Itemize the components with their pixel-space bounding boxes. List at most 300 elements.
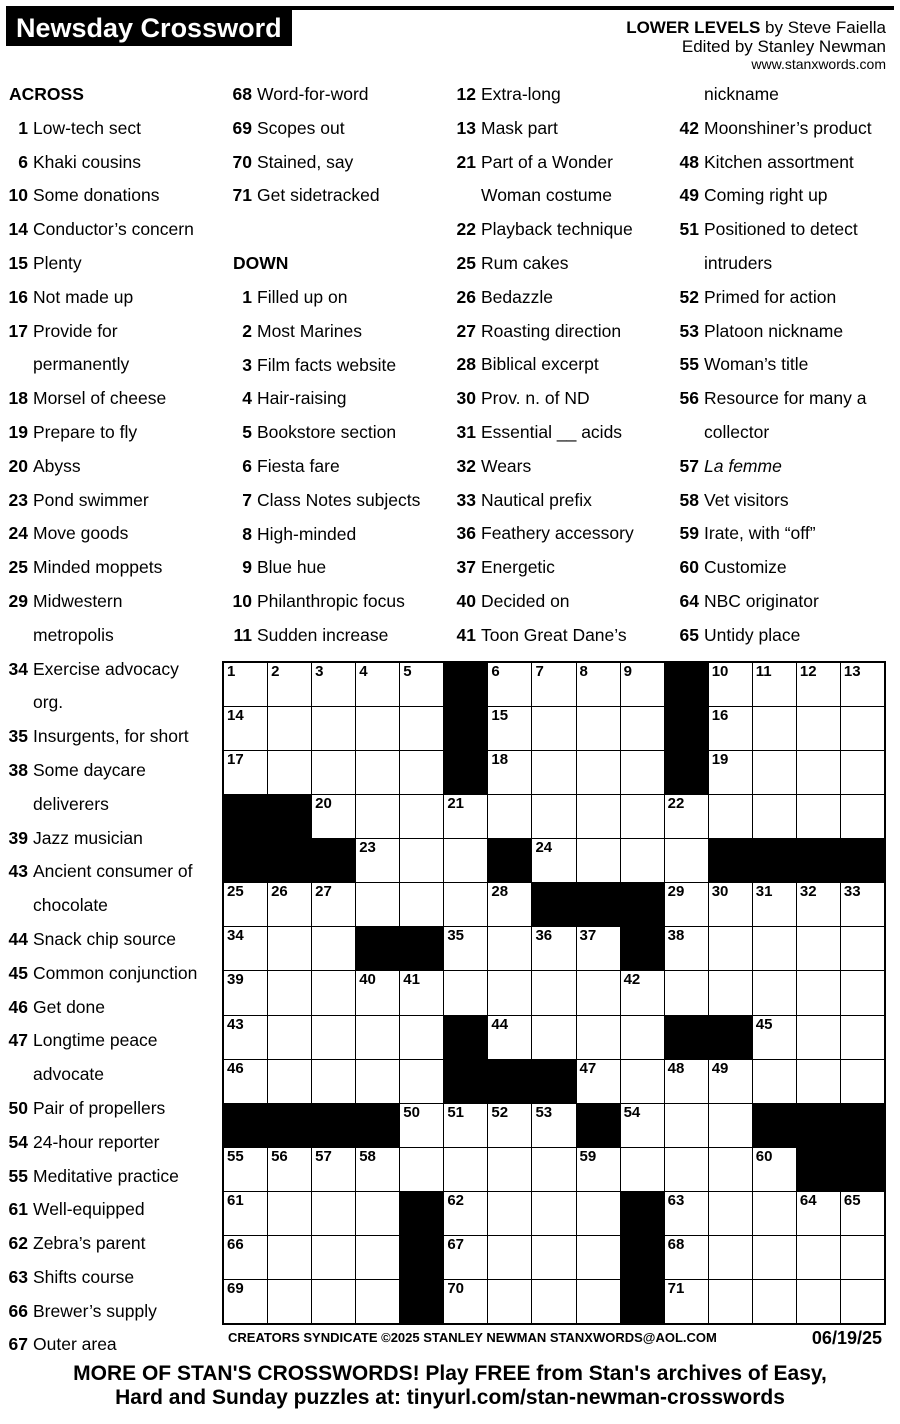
grid-cell[interactable] bbox=[400, 883, 443, 926]
grid-cell[interactable] bbox=[797, 663, 840, 706]
clue[interactable] bbox=[448, 112, 663, 146]
clue[interactable] bbox=[448, 551, 663, 585]
clue[interactable] bbox=[448, 585, 663, 619]
clue[interactable] bbox=[0, 889, 215, 923]
grid-cell[interactable] bbox=[356, 1060, 399, 1103]
clue[interactable] bbox=[224, 450, 439, 484]
grid-cell[interactable] bbox=[621, 1148, 664, 1191]
grid-cell[interactable] bbox=[224, 927, 267, 970]
clue[interactable] bbox=[448, 315, 663, 349]
grid-cell[interactable] bbox=[444, 1148, 487, 1191]
grid-cell[interactable] bbox=[709, 971, 752, 1014]
grid-cell[interactable] bbox=[709, 883, 752, 926]
clue[interactable] bbox=[0, 484, 215, 518]
grid-cell[interactable] bbox=[444, 927, 487, 970]
grid-cell[interactable] bbox=[356, 883, 399, 926]
grid-cell[interactable] bbox=[356, 751, 399, 794]
grid-cell[interactable] bbox=[356, 707, 399, 750]
grid-cell[interactable] bbox=[753, 795, 796, 838]
clue-text: Nautical prefix bbox=[481, 489, 592, 510]
clue[interactable] bbox=[224, 585, 439, 619]
black-square bbox=[224, 839, 267, 882]
grid-cell[interactable] bbox=[356, 663, 399, 706]
clue[interactable] bbox=[0, 1295, 215, 1329]
grid-cell[interactable] bbox=[709, 795, 752, 838]
grid-cell[interactable] bbox=[532, 1280, 575, 1323]
clue[interactable] bbox=[448, 247, 663, 281]
grid-cell[interactable] bbox=[312, 1148, 355, 1191]
author: by Steve Faiella bbox=[765, 18, 886, 37]
clue-text: Bedazzle bbox=[481, 286, 553, 307]
grid-cell[interactable] bbox=[753, 1016, 796, 1059]
clue[interactable] bbox=[448, 619, 663, 653]
clue[interactable] bbox=[0, 315, 215, 349]
clue[interactable] bbox=[0, 450, 215, 484]
clue[interactable] bbox=[0, 957, 215, 991]
grid-cell[interactable] bbox=[665, 1104, 708, 1147]
grid-cell[interactable] bbox=[665, 883, 708, 926]
clue[interactable] bbox=[224, 78, 439, 112]
grid-cell[interactable] bbox=[268, 927, 311, 970]
clue[interactable] bbox=[448, 517, 663, 551]
grid-cell[interactable] bbox=[444, 1104, 487, 1147]
cell-number: 35 bbox=[447, 927, 465, 945]
clue[interactable] bbox=[0, 653, 215, 687]
cell-number: 51 bbox=[447, 1103, 465, 1121]
grid-cell[interactable] bbox=[797, 1192, 840, 1235]
clue[interactable] bbox=[224, 551, 439, 585]
grid-cell[interactable] bbox=[621, 1104, 664, 1147]
grid-cell[interactable] bbox=[400, 1060, 443, 1103]
grid-cell[interactable] bbox=[356, 1192, 399, 1235]
grid-cell[interactable] bbox=[665, 927, 708, 970]
cell-number: 55 bbox=[227, 1147, 244, 1165]
clue[interactable] bbox=[224, 112, 439, 146]
clue-number: 45 bbox=[8, 962, 28, 983]
grid-cell[interactable] bbox=[841, 795, 884, 838]
grid-cell[interactable] bbox=[797, 1016, 840, 1059]
grid-cell[interactable] bbox=[577, 1016, 620, 1059]
grid-cell[interactable] bbox=[312, 971, 355, 1014]
grid-cell[interactable] bbox=[532, 751, 575, 794]
grid-cell[interactable] bbox=[488, 795, 531, 838]
grid-cell[interactable] bbox=[577, 1280, 620, 1323]
clue[interactable] bbox=[671, 179, 886, 213]
grid-cell[interactable] bbox=[488, 663, 531, 706]
clue[interactable] bbox=[671, 517, 886, 551]
clue[interactable] bbox=[0, 1328, 215, 1362]
clue[interactable] bbox=[224, 315, 439, 349]
cell-number: 9 bbox=[623, 663, 632, 680]
grid-cell[interactable] bbox=[532, 1192, 575, 1235]
grid-cell[interactable] bbox=[532, 707, 575, 750]
grid-cell[interactable] bbox=[488, 927, 531, 970]
grid-cell[interactable] bbox=[312, 1192, 355, 1235]
grid-cell[interactable] bbox=[753, 707, 796, 750]
grid-cell[interactable] bbox=[797, 1236, 840, 1279]
clue[interactable] bbox=[224, 146, 439, 180]
clue[interactable] bbox=[671, 348, 886, 382]
clue[interactable] bbox=[448, 484, 663, 518]
clue-text: Khaki cousins bbox=[33, 151, 141, 172]
clue[interactable] bbox=[0, 179, 215, 213]
grid-cell[interactable] bbox=[400, 971, 443, 1014]
clue[interactable] bbox=[0, 585, 215, 619]
clue-text: Some daycare bbox=[33, 759, 146, 780]
clue-text: Mask part bbox=[481, 117, 558, 138]
clue[interactable] bbox=[671, 484, 886, 518]
grid-cell[interactable] bbox=[400, 663, 443, 706]
clue-text: Scopes out bbox=[257, 117, 345, 138]
grid-cell[interactable] bbox=[621, 1060, 664, 1103]
grid-cell[interactable] bbox=[224, 1192, 267, 1235]
clue[interactable] bbox=[0, 1261, 215, 1295]
grid-cell[interactable] bbox=[709, 1236, 752, 1279]
cell-number: 26 bbox=[271, 883, 288, 901]
grid-cell[interactable] bbox=[709, 1104, 752, 1147]
clue[interactable] bbox=[224, 281, 439, 315]
clue[interactable] bbox=[224, 382, 439, 416]
grid-cell[interactable] bbox=[224, 1148, 267, 1191]
clue[interactable] bbox=[671, 315, 886, 349]
grid-cell[interactable] bbox=[268, 971, 311, 1014]
clue[interactable] bbox=[0, 247, 215, 281]
grid-cell[interactable] bbox=[400, 795, 443, 838]
clue[interactable] bbox=[448, 179, 663, 213]
grid-cell[interactable] bbox=[797, 795, 840, 838]
clue-number: 18 bbox=[8, 388, 28, 409]
grid-cell[interactable] bbox=[444, 1280, 487, 1323]
grid-cell[interactable] bbox=[841, 883, 884, 926]
clue[interactable] bbox=[224, 179, 439, 213]
grid-cell[interactable] bbox=[444, 971, 487, 1014]
grid-cell[interactable] bbox=[488, 1236, 531, 1279]
grid-cell[interactable] bbox=[488, 1148, 531, 1191]
clue[interactable] bbox=[224, 484, 439, 518]
grid-cell[interactable] bbox=[621, 795, 664, 838]
grid-cell[interactable] bbox=[532, 663, 575, 706]
grid-cell[interactable] bbox=[488, 1280, 531, 1323]
clue[interactable] bbox=[671, 382, 886, 416]
clue[interactable] bbox=[0, 281, 215, 315]
grid-cell[interactable] bbox=[312, 927, 355, 970]
clue[interactable] bbox=[0, 1058, 215, 1092]
grid-cell[interactable] bbox=[709, 751, 752, 794]
grid-cell[interactable] bbox=[268, 1060, 311, 1103]
grid-cell[interactable] bbox=[753, 1060, 796, 1103]
cell-number: 71 bbox=[667, 1279, 685, 1297]
clue[interactable] bbox=[671, 450, 886, 484]
grid-cell[interactable] bbox=[797, 707, 840, 750]
grid-cell[interactable] bbox=[312, 751, 355, 794]
grid-cell[interactable] bbox=[400, 839, 443, 882]
clue[interactable] bbox=[448, 450, 663, 484]
clue[interactable] bbox=[0, 348, 215, 382]
grid-cell[interactable] bbox=[488, 1016, 531, 1059]
clue[interactable] bbox=[448, 416, 663, 450]
grid-cell[interactable] bbox=[356, 839, 399, 882]
grid-cell[interactable] bbox=[444, 883, 487, 926]
grid-cell[interactable] bbox=[709, 707, 752, 750]
grid-cell[interactable] bbox=[532, 1104, 575, 1147]
clue[interactable] bbox=[0, 822, 215, 856]
grid-cell[interactable] bbox=[709, 1148, 752, 1191]
grid-cell[interactable] bbox=[797, 883, 840, 926]
clue[interactable] bbox=[0, 619, 215, 653]
grid-cell[interactable] bbox=[224, 971, 267, 1014]
grid-cell[interactable] bbox=[224, 1236, 267, 1279]
clue[interactable] bbox=[671, 247, 886, 281]
clue[interactable] bbox=[448, 348, 663, 382]
clue[interactable] bbox=[448, 213, 663, 247]
grid-cell[interactable] bbox=[621, 839, 664, 882]
crossword-grid[interactable] bbox=[222, 661, 886, 1325]
clue[interactable] bbox=[671, 112, 886, 146]
clue[interactable] bbox=[0, 855, 215, 889]
grid-cell[interactable] bbox=[841, 663, 884, 706]
grid-cell[interactable] bbox=[532, 839, 575, 882]
grid-cell[interactable] bbox=[268, 1148, 311, 1191]
clue[interactable] bbox=[0, 788, 215, 822]
grid-cell[interactable] bbox=[841, 1016, 884, 1059]
grid-cell[interactable] bbox=[621, 1016, 664, 1059]
grid-cell[interactable] bbox=[577, 795, 620, 838]
clue[interactable] bbox=[0, 1193, 215, 1227]
grid-cell[interactable] bbox=[356, 971, 399, 1014]
clue[interactable] bbox=[224, 416, 439, 450]
grid-cell[interactable] bbox=[577, 1236, 620, 1279]
grid-cell[interactable] bbox=[224, 1280, 267, 1323]
byline bbox=[626, 18, 886, 72]
grid-cell[interactable] bbox=[356, 795, 399, 838]
grid-cell[interactable] bbox=[841, 971, 884, 1014]
grid-cell[interactable] bbox=[841, 927, 884, 970]
grid-cell[interactable] bbox=[312, 1280, 355, 1323]
grid-cell[interactable] bbox=[841, 1280, 884, 1323]
grid-cell[interactable] bbox=[532, 795, 575, 838]
grid-cell[interactable] bbox=[665, 1192, 708, 1235]
grid-cell[interactable] bbox=[797, 751, 840, 794]
grid-cell[interactable] bbox=[312, 663, 355, 706]
grid-cell[interactable] bbox=[488, 1192, 531, 1235]
grid-cell[interactable] bbox=[709, 663, 752, 706]
grid-cell[interactable] bbox=[797, 1280, 840, 1323]
grid-cell[interactable] bbox=[709, 1280, 752, 1323]
grid-cell[interactable] bbox=[665, 1280, 708, 1323]
grid-cell[interactable] bbox=[268, 751, 311, 794]
grid-cell[interactable] bbox=[577, 1060, 620, 1103]
grid-cell[interactable] bbox=[488, 751, 531, 794]
grid-cell[interactable] bbox=[532, 1016, 575, 1059]
grid-cell[interactable] bbox=[665, 1236, 708, 1279]
clue[interactable] bbox=[448, 281, 663, 315]
clue-text: Ancient consumer of bbox=[33, 861, 193, 882]
grid-cell[interactable] bbox=[224, 751, 267, 794]
grid-cell[interactable] bbox=[577, 971, 620, 1014]
cell-number: 7 bbox=[535, 663, 544, 680]
grid-cell[interactable] bbox=[312, 1060, 355, 1103]
clue-text: Kitchen assortment bbox=[704, 151, 854, 172]
grid-cell[interactable] bbox=[268, 1236, 311, 1279]
grid-cell[interactable] bbox=[577, 927, 620, 970]
grid-cell[interactable] bbox=[841, 1060, 884, 1103]
clue-number: 11 bbox=[233, 624, 252, 645]
grid-cell[interactable] bbox=[356, 1148, 399, 1191]
clue[interactable] bbox=[224, 518, 439, 552]
clue[interactable] bbox=[0, 720, 215, 754]
grid-cell[interactable] bbox=[488, 971, 531, 1014]
grid-cell[interactable] bbox=[224, 1060, 267, 1103]
clue[interactable] bbox=[0, 1160, 215, 1194]
clue-text: Pond swimmer bbox=[33, 489, 149, 510]
clue[interactable] bbox=[448, 382, 663, 416]
grid-cell[interactable] bbox=[753, 1192, 796, 1235]
clue[interactable] bbox=[0, 1227, 215, 1261]
grid-cell[interactable] bbox=[577, 707, 620, 750]
grid-cell[interactable] bbox=[665, 1060, 708, 1103]
grid-cell[interactable] bbox=[753, 1280, 796, 1323]
clue-text: metropolis bbox=[33, 624, 114, 645]
grid-cell[interactable] bbox=[268, 707, 311, 750]
grid-cell[interactable] bbox=[268, 663, 311, 706]
clue-number: 67 bbox=[8, 1334, 28, 1355]
grid-cell[interactable] bbox=[532, 1236, 575, 1279]
clue[interactable] bbox=[0, 416, 215, 450]
clue[interactable] bbox=[671, 551, 886, 585]
grid-cell[interactable] bbox=[665, 795, 708, 838]
clue[interactable] bbox=[0, 112, 215, 146]
grid-cell[interactable] bbox=[665, 1148, 708, 1191]
clue[interactable] bbox=[671, 78, 886, 112]
grid-cell[interactable] bbox=[312, 707, 355, 750]
clue-number: 27 bbox=[456, 320, 476, 341]
clue[interactable] bbox=[0, 754, 215, 788]
grid-cell[interactable] bbox=[841, 751, 884, 794]
clue[interactable] bbox=[0, 1092, 215, 1126]
grid-cell[interactable] bbox=[753, 971, 796, 1014]
grid-cell[interactable] bbox=[621, 751, 664, 794]
grid-cell[interactable] bbox=[621, 707, 664, 750]
grid-cell[interactable] bbox=[356, 1016, 399, 1059]
grid-cell[interactable] bbox=[268, 1192, 311, 1235]
grid-cell[interactable] bbox=[577, 1148, 620, 1191]
grid-cell[interactable] bbox=[753, 927, 796, 970]
grid-cell[interactable] bbox=[488, 707, 531, 750]
grid-cell[interactable] bbox=[797, 1060, 840, 1103]
grid-cell[interactable] bbox=[356, 1280, 399, 1323]
grid-cell[interactable] bbox=[753, 883, 796, 926]
clue-number: 33 bbox=[456, 489, 476, 510]
clue-text: org. bbox=[33, 692, 64, 713]
grid-cell[interactable] bbox=[444, 795, 487, 838]
grid-cell[interactable] bbox=[841, 707, 884, 750]
clue[interactable] bbox=[0, 146, 215, 180]
clue[interactable] bbox=[671, 619, 886, 653]
grid-cell[interactable] bbox=[268, 883, 311, 926]
clue-number: 54 bbox=[8, 1131, 28, 1152]
clue[interactable] bbox=[671, 281, 886, 315]
grid-cell[interactable] bbox=[444, 1192, 487, 1235]
clue[interactable] bbox=[0, 923, 215, 957]
black-square bbox=[709, 839, 752, 882]
grid-cell[interactable] bbox=[400, 1016, 443, 1059]
grid-cell[interactable] bbox=[532, 971, 575, 1014]
clue[interactable] bbox=[224, 349, 439, 383]
clue[interactable] bbox=[671, 585, 886, 619]
grid-cell[interactable] bbox=[577, 751, 620, 794]
clue[interactable] bbox=[0, 382, 215, 416]
clue[interactable] bbox=[0, 686, 215, 720]
grid-cell[interactable] bbox=[577, 663, 620, 706]
grid-cell[interactable] bbox=[400, 751, 443, 794]
clue[interactable] bbox=[0, 551, 215, 585]
grid-cell[interactable] bbox=[488, 883, 531, 926]
grid-cell[interactable] bbox=[841, 1192, 884, 1235]
grid-cell[interactable] bbox=[621, 663, 664, 706]
clue[interactable] bbox=[0, 213, 215, 247]
grid-cell[interactable] bbox=[797, 971, 840, 1014]
grid-cell[interactable] bbox=[532, 1148, 575, 1191]
grid-cell[interactable] bbox=[268, 1016, 311, 1059]
cell-number: 34 bbox=[227, 927, 244, 945]
clue[interactable] bbox=[448, 146, 663, 180]
grid-cell[interactable] bbox=[488, 1104, 531, 1147]
clue[interactable] bbox=[0, 1126, 215, 1160]
grid-cell[interactable] bbox=[312, 1236, 355, 1279]
grid-cell[interactable] bbox=[577, 839, 620, 882]
grid-cell[interactable] bbox=[400, 707, 443, 750]
grid-cell[interactable] bbox=[797, 927, 840, 970]
grid-cell[interactable] bbox=[841, 1236, 884, 1279]
clue[interactable] bbox=[671, 416, 886, 450]
grid-cell[interactable] bbox=[532, 927, 575, 970]
grid-cell[interactable] bbox=[268, 1280, 311, 1323]
grid-cell[interactable] bbox=[665, 839, 708, 882]
grid-cell[interactable] bbox=[709, 1192, 752, 1235]
grid-cell[interactable] bbox=[665, 971, 708, 1014]
grid-cell[interactable] bbox=[224, 707, 267, 750]
clue[interactable] bbox=[448, 78, 663, 112]
grid-cell[interactable] bbox=[709, 927, 752, 970]
grid-cell[interactable] bbox=[753, 751, 796, 794]
grid-cell[interactable] bbox=[312, 883, 355, 926]
clue[interactable] bbox=[671, 213, 886, 247]
grid-cell[interactable] bbox=[312, 795, 355, 838]
clue[interactable] bbox=[224, 619, 439, 653]
clue[interactable] bbox=[0, 517, 215, 551]
clue[interactable] bbox=[0, 1024, 215, 1058]
grid-cell[interactable] bbox=[312, 1016, 355, 1059]
grid-cell[interactable] bbox=[753, 1148, 796, 1191]
grid-cell[interactable] bbox=[753, 663, 796, 706]
grid-cell[interactable] bbox=[753, 1236, 796, 1279]
clue-number: 16 bbox=[8, 286, 28, 307]
grid-cell[interactable] bbox=[224, 883, 267, 926]
clue[interactable] bbox=[671, 146, 886, 180]
grid-cell[interactable] bbox=[621, 971, 664, 1014]
black-square bbox=[312, 1104, 355, 1147]
grid-cell[interactable] bbox=[356, 1236, 399, 1279]
grid-cell[interactable] bbox=[444, 1236, 487, 1279]
grid-cell[interactable] bbox=[444, 839, 487, 882]
grid-cell[interactable] bbox=[400, 1148, 443, 1191]
grid-cell[interactable] bbox=[224, 663, 267, 706]
grid-cell[interactable] bbox=[400, 1104, 443, 1147]
grid-cell[interactable] bbox=[577, 1192, 620, 1235]
grid-cell[interactable] bbox=[224, 1016, 267, 1059]
grid-cell[interactable] bbox=[709, 1060, 752, 1103]
clue[interactable] bbox=[0, 991, 215, 1025]
